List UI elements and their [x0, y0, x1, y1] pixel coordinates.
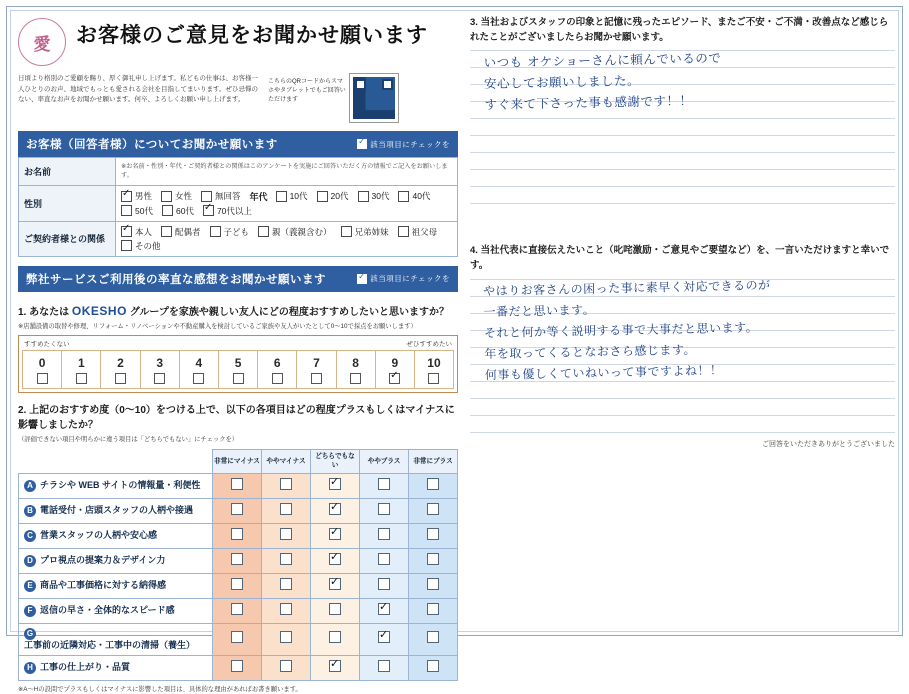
table-row [19, 623, 458, 655]
section1-heading: お客様（回答者様）についてお聞かせ願います [26, 139, 278, 151]
cell-a-0[interactable] [213, 473, 262, 498]
age-option-50s[interactable]: 50代 [121, 205, 153, 217]
checkbox-icon[interactable] [427, 603, 439, 615]
gender-label: 性別 [19, 185, 116, 221]
cell-f-3[interactable] [360, 598, 409, 623]
intro-text: 日頃より格別のご愛顧を賜り、厚く御礼申し上げます。私どもの仕事は、お客様一人ひとりのお声、地域でもっとも愛される会社を目指してまいります。ぜひ忌憚のない、率直なお声をお聞かせ願います。何卒、よろしくお願い申し上げます。 [18, 75, 258, 104]
checkbox-icon[interactable] [162, 205, 173, 216]
relation-option-grandparent[interactable]: 祖父母 [398, 226, 438, 238]
checkbox-icon[interactable] [350, 373, 361, 384]
relation-option-spouse[interactable]: 配偶者 [161, 226, 201, 238]
question3-handwriting: いつも オケショーさんに頼んでいるので 安心してお願いしました。 すぐ来て下さった事も感謝です！！ [483, 50, 722, 113]
cell-e-3[interactable] [360, 573, 409, 598]
cell-h-0[interactable] [213, 655, 262, 680]
cell-b-2[interactable] [311, 498, 360, 523]
checkbox-icon[interactable] [389, 373, 400, 384]
matrix-row-h: H 工事の仕上がり・品質 [19, 655, 213, 680]
cell-e-4[interactable] [409, 573, 458, 598]
checkbox-icon[interactable] [280, 503, 292, 515]
question1-note: ※店舗設備の取替や修理、リフォーム・リノベーションや不動産購入を検討しているご家族や友人がいたとして0〜10で採点をお願いします） [18, 322, 417, 330]
thanks-note: ご回答をいただきありがとうございました [762, 440, 895, 448]
row-badge: E [24, 580, 36, 592]
cell-b-1[interactable] [262, 498, 311, 523]
line [470, 136, 895, 153]
line [470, 187, 895, 204]
relation-cell [116, 221, 458, 256]
cell-g-0[interactable] [213, 623, 262, 655]
nps-cell-9[interactable]: 9 ✓ [376, 350, 415, 389]
section2-heading: 弊社サービスご利用後の率直な感想をお聞かせ願います [26, 273, 326, 286]
table-row-relation [19, 221, 458, 256]
matrix-col-strong-plus: 非常にプラス [409, 450, 458, 473]
checkbox-icon[interactable] [427, 553, 439, 565]
respondent-form [18, 157, 458, 257]
row-badge: C [24, 530, 36, 542]
nps-cell-4[interactable]: 4 [180, 350, 219, 389]
checkbox-icon[interactable] [378, 660, 390, 672]
cell-d-3[interactable] [360, 548, 409, 573]
document-header [18, 16, 458, 66]
section1-check-hint: ✓ 該当項目にチェックを [357, 139, 450, 150]
checkbox-icon[interactable] [280, 553, 292, 565]
matrix-corner [19, 450, 213, 473]
age-label: 年代 [249, 191, 268, 202]
nps-cell-0[interactable]: 0 [22, 350, 62, 389]
checkbox-icon[interactable] [231, 660, 243, 672]
table-row [19, 523, 458, 548]
checkbox-icon[interactable] [280, 660, 292, 672]
gender-option-noanswer[interactable]: 無回答 [201, 190, 241, 202]
line [470, 68, 895, 85]
cell-c-0[interactable] [213, 523, 262, 548]
line [470, 365, 895, 382]
age-option-60s[interactable]: 60代 [162, 205, 194, 217]
checkbox-icon[interactable] [231, 578, 243, 590]
checkbox-icon[interactable] [378, 553, 390, 565]
checkbox-icon[interactable] [378, 578, 390, 590]
checkbox-icon[interactable] [280, 578, 292, 590]
check-icon [357, 139, 367, 149]
nps-cell-6[interactable]: 6 [258, 350, 297, 389]
relation-option-child[interactable]: 子ども [210, 226, 250, 238]
checkbox-icon[interactable] [121, 191, 132, 202]
nps-cell-5[interactable]: 5 [219, 350, 258, 389]
matrix-row-b: B 電話受付・店頭スタッフの人柄や接遇 [19, 498, 213, 523]
line [470, 348, 895, 365]
checkbox-icon[interactable] [231, 553, 243, 565]
question1-text: 1. あなたは OKESHO グループを家族や親しい友人にどの程度おすすめしたいと思いますか？ ※店舗設備の取替や修理、リフォーム・リノベーションや不動産購入を検討しているご家族や友人がいたとして0〜10で採点をお願いします） [18, 302, 458, 331]
name-note: ※お名前・性別・年代・ご契約者様との関係はこのアンケートを実施にご回答いただく方の情報でご記入をお願いします。 [121, 163, 448, 180]
checkbox-icon[interactable] [427, 478, 439, 490]
checkbox-icon[interactable] [358, 191, 369, 202]
cell-e-2[interactable] [311, 573, 360, 598]
checkbox-icon[interactable] [427, 528, 439, 540]
line [470, 416, 895, 433]
checkbox-icon[interactable] [115, 373, 126, 384]
checkbox-icon[interactable] [341, 226, 352, 237]
matrix-col-neutral: どちらでもない [311, 450, 360, 473]
section1-heading-bar [18, 131, 458, 157]
cell-c-4[interactable] [409, 523, 458, 548]
cell-h-1[interactable] [262, 655, 311, 680]
checkbox-icon[interactable] [329, 578, 341, 590]
cell-b-0[interactable] [213, 498, 262, 523]
matrix-footnote: ※A〜Hの設問でプラスもしくはマイナスに影響した項目は、具体的な理由があればお書き願います。 [18, 685, 302, 693]
checkbox-icon[interactable] [37, 373, 48, 384]
name-field-cell[interactable] [116, 158, 458, 186]
table-row [19, 473, 458, 498]
question4-handwriting: やはりお客さんの困った事に素早く対応できるのが 一番だと思います。 それと何か等く説明する事で大事だと思います。 年を取ってくるとなおさら感じます。 何事も優しくていねいって事ですよね！！ [483, 278, 771, 383]
checkbox-icon[interactable] [231, 603, 243, 615]
checkbox-icon[interactable] [280, 528, 292, 540]
row-badge: H [24, 662, 36, 674]
nps-scale [18, 335, 458, 393]
checkbox-icon[interactable] [231, 528, 243, 540]
cell-d-1[interactable] [262, 548, 311, 573]
checkbox-icon[interactable] [329, 553, 341, 565]
matrix-row-f: F 返信の早さ・全体的なスピード感 [19, 598, 213, 623]
checkbox-icon[interactable] [329, 478, 341, 490]
line [470, 51, 895, 68]
cell-a-2[interactable] [311, 473, 360, 498]
checkbox-icon[interactable] [272, 373, 283, 384]
checkbox-icon[interactable] [233, 373, 244, 384]
company-logo: 愛 [18, 18, 66, 66]
check-icon [357, 274, 367, 284]
checkbox-icon[interactable] [280, 478, 292, 490]
matrix-row-g: G工事前の近隣対応・工事中の清掃（養生） [19, 623, 213, 655]
checkbox-icon[interactable] [210, 226, 221, 237]
checkbox-icon[interactable] [427, 660, 439, 672]
checkbox-icon[interactable] [311, 373, 322, 384]
checkbox-icon[interactable] [329, 660, 341, 672]
checkbox-icon[interactable] [378, 528, 390, 540]
cell-b-3[interactable] [360, 498, 409, 523]
left-column [18, 16, 458, 694]
question2-note: （評価できない項目や明らかに違う項目は「どちらでもない」にチェックを） [18, 436, 239, 444]
table-row [19, 655, 458, 680]
checkbox-icon[interactable] [121, 240, 132, 251]
line [470, 85, 895, 102]
checkbox-icon[interactable] [378, 503, 390, 515]
matrix-col-slight-plus: ややプラス [360, 450, 409, 473]
line [470, 331, 895, 348]
row-badge: D [24, 555, 36, 567]
nps-right-label: ぜひすすめたい [406, 341, 452, 349]
qr-code-icon[interactable] [350, 74, 398, 122]
checkbox-icon[interactable] [121, 205, 132, 216]
line [470, 382, 895, 399]
checkbox-icon[interactable] [427, 503, 439, 515]
line [470, 119, 895, 136]
section2-heading-bar [18, 266, 458, 292]
checkbox-icon[interactable] [317, 191, 328, 202]
cell-h-4[interactable] [409, 655, 458, 680]
checkbox-icon[interactable] [154, 373, 165, 384]
cell-c-3[interactable] [360, 523, 409, 548]
relation-option-other[interactable]: その他 [121, 240, 161, 252]
checkbox-icon[interactable] [161, 226, 172, 237]
checkbox-icon[interactable] [378, 478, 390, 490]
checkbox-icon[interactable] [258, 226, 269, 237]
table-row [19, 548, 458, 573]
cell-g-4[interactable] [409, 623, 458, 655]
nps-cell-10[interactable]: 10 [415, 350, 454, 389]
checkbox-icon[interactable] [121, 226, 132, 237]
line [470, 399, 895, 416]
gender-option-male[interactable]: ✓ 男性 [121, 190, 152, 202]
checkbox-icon[interactable] [203, 205, 214, 216]
cell-g-2[interactable] [311, 623, 360, 655]
matrix-row-e: E 商品や工事価格に対する納得感 [19, 573, 213, 598]
right-column [470, 16, 895, 449]
qr-caption: こちらのQRコードからスマホやタブレットでもご回答いただけます [268, 79, 346, 103]
table-row [19, 598, 458, 623]
nps-cell-1[interactable]: 1 [62, 350, 101, 389]
checkbox-icon[interactable] [329, 528, 341, 540]
line [470, 102, 895, 119]
question2-text: 2. 上記のおすすめ度（0〜10）をつける上で、以下の各項目はどの程度プラスもしくはマイナスに影響しましたか？ （評価できない項目や明らかに違う項目は「どちらでもない」にチェックを） [18, 403, 458, 444]
age-option-30s[interactable]: 30代 [358, 190, 390, 202]
cell-f-2[interactable] [311, 598, 360, 623]
cell-d-2[interactable] [311, 548, 360, 573]
checkbox-icon[interactable] [193, 373, 204, 384]
cell-a-1[interactable] [262, 473, 311, 498]
cell-f-4[interactable] [409, 598, 458, 623]
row-badge: A [24, 480, 36, 492]
cell-d-4[interactable] [409, 548, 458, 573]
nps-cell-7[interactable]: 7 [297, 350, 336, 389]
matrix-row-c: C 営業スタッフの人柄や安心感 [19, 523, 213, 548]
nps-cell-2[interactable]: 2 [101, 350, 140, 389]
cell-g-3[interactable] [360, 623, 409, 655]
line [470, 280, 895, 297]
matrix-col-slight-minus: ややマイナス [262, 450, 311, 473]
question3-text: 3. 当社およびスタッフの印象と記憶に残ったエピソード、またご不安・ご不満・改善点など感じられたことがございましたらお聞かせ願います。 [470, 17, 889, 43]
age-option-10s[interactable]: 10代 [276, 190, 308, 202]
relation-label: ご契約者様との関係 [19, 221, 116, 256]
checkbox-icon[interactable] [398, 226, 409, 237]
matrix-header-row [19, 450, 458, 473]
cell-h-2[interactable] [311, 655, 360, 680]
table-row-gender-age [19, 185, 458, 221]
cell-f-0[interactable] [213, 598, 262, 623]
checkbox-icon[interactable] [276, 191, 287, 202]
page-title: お客様のご意見をお聞かせ願います [76, 24, 428, 47]
line [470, 153, 895, 170]
question3-answer-area[interactable] [470, 50, 895, 204]
table-row [19, 498, 458, 523]
checkbox-icon[interactable] [428, 373, 439, 384]
cell-e-1[interactable] [262, 573, 311, 598]
cell-d-0[interactable] [213, 548, 262, 573]
checkbox-icon[interactable] [280, 603, 292, 615]
cell-a-4[interactable] [409, 473, 458, 498]
checkbox-icon[interactable] [201, 191, 212, 202]
question4-text: 4. 当社代表に直接伝えたいこと（叱咤激励・ご意見やご要望など）を、一言いただけますと幸いです。 [470, 245, 890, 272]
nps-left-label: すすめたくない [24, 341, 70, 349]
nps-cell-8[interactable]: 8 [337, 350, 376, 389]
line [470, 314, 895, 331]
cell-b-4[interactable] [409, 498, 458, 523]
checkbox-icon[interactable] [427, 578, 439, 590]
intro-block [18, 74, 458, 122]
table-row [19, 573, 458, 598]
checkbox-icon[interactable] [329, 503, 341, 515]
checkbox-icon[interactable] [329, 603, 341, 615]
gender-age-cell [116, 185, 458, 221]
brand-name: OKESHO [71, 303, 127, 318]
ruled-lines [470, 50, 895, 204]
cell-f-1[interactable] [262, 598, 311, 623]
row-badge: B [24, 505, 36, 517]
table-row-name [19, 158, 458, 186]
checkbox-icon[interactable] [378, 603, 390, 615]
relation-option-sibling[interactable]: 兄弟姉妹 [341, 226, 389, 238]
cell-e-0[interactable] [213, 573, 262, 598]
row-badge: F [24, 605, 36, 617]
matrix-row-a: A チラシや WEB サイトの情報量・利便性 [19, 473, 213, 498]
ruled-lines [470, 279, 895, 433]
nps-cell-3[interactable]: 3 [141, 350, 180, 389]
checkbox-icon[interactable] [231, 478, 243, 490]
row-badge: G [24, 628, 36, 640]
section2-check-hint: ✓ 該当項目にチェックを [357, 273, 450, 284]
qr-block [268, 74, 398, 122]
cell-g-1[interactable] [262, 623, 311, 655]
age-option-70plus[interactable]: ✓ 70代以上 [203, 205, 252, 217]
rating-matrix [18, 449, 458, 680]
checkbox-icon[interactable] [231, 503, 243, 515]
question4-answer-area[interactable] [470, 279, 895, 433]
age-option-20s[interactable]: 20代 [317, 190, 349, 202]
relation-option-parent[interactable]: 親（義親含む） [258, 226, 332, 238]
checkbox-icon[interactable] [398, 191, 409, 202]
gender-option-female[interactable]: 女性 [161, 190, 192, 202]
name-label: お名前 [19, 158, 116, 186]
cell-c-1[interactable] [262, 523, 311, 548]
cell-h-3[interactable] [360, 655, 409, 680]
cell-a-3[interactable] [360, 473, 409, 498]
matrix-col-strong-minus: 非常にマイナス [213, 450, 262, 473]
cell-c-2[interactable] [311, 523, 360, 548]
matrix-row-d: D プロ視点の提案力＆デザイン力 [19, 548, 213, 573]
line [470, 170, 895, 187]
relation-option-self[interactable]: ✓ 本人 [121, 226, 152, 238]
checkbox-icon[interactable] [76, 373, 87, 384]
age-option-40s[interactable]: 40代 [398, 190, 430, 202]
checkbox-icon[interactable] [161, 191, 172, 202]
line [470, 297, 895, 314]
